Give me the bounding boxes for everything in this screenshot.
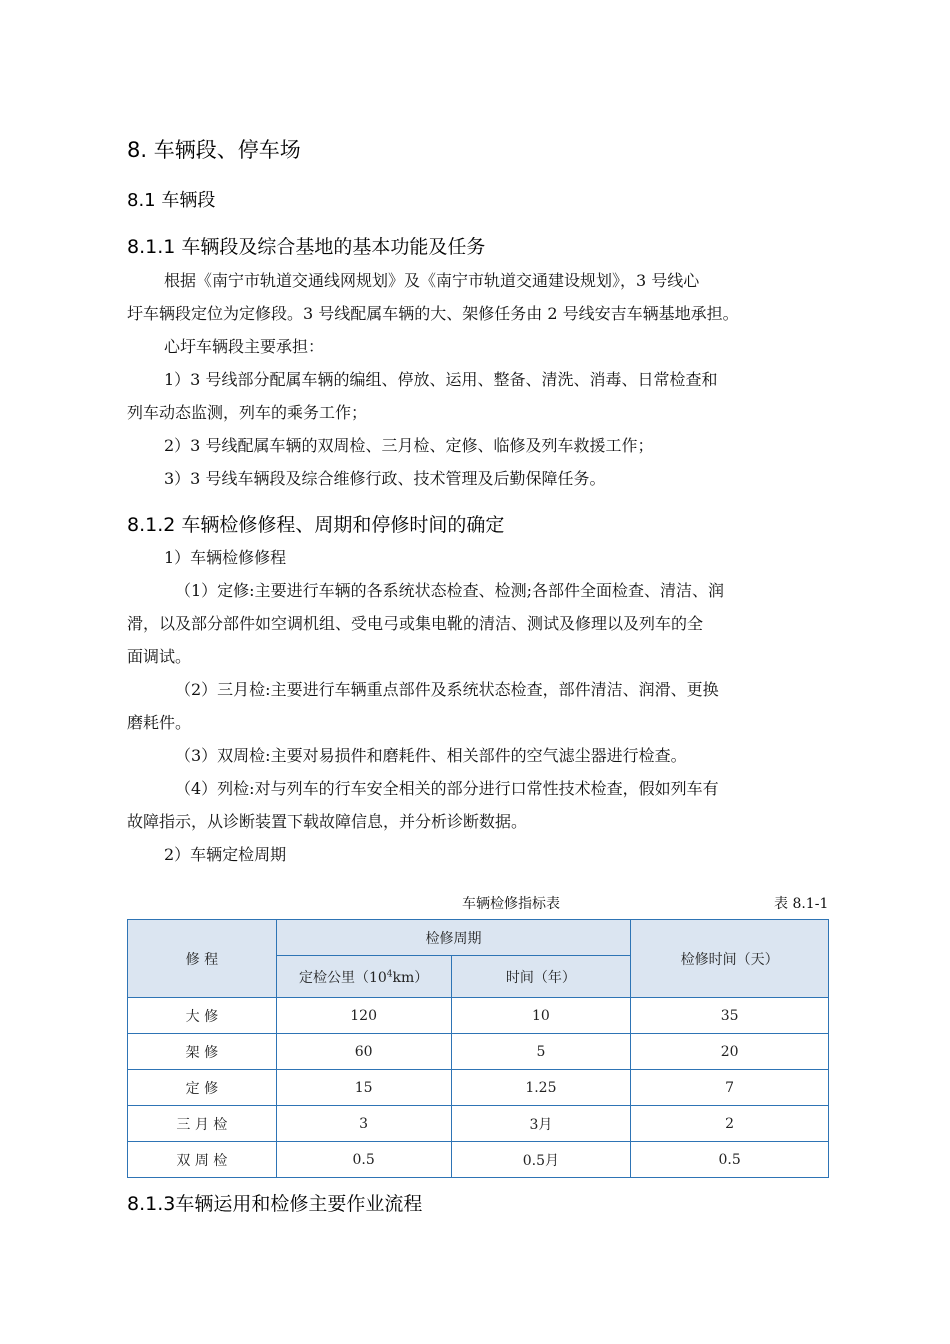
cell-km: 60 (276, 1034, 451, 1070)
list-item-continuation: 面调试。 (127, 647, 192, 666)
cell-days: 20 (631, 1034, 829, 1070)
header-km: 定检公里$(10^4km)$ (276, 956, 451, 998)
cell-days: 2 (631, 1106, 829, 1142)
cell-time: 10 (451, 998, 631, 1034)
cell-km: 15 (276, 1070, 451, 1106)
cell-time: 3月 (451, 1106, 631, 1142)
cell-km: 3 (276, 1106, 451, 1142)
cell-days: 35 (631, 998, 829, 1034)
cell-type: 架 修 (128, 1034, 277, 1070)
header-cycle: 检修周期 (276, 920, 631, 956)
section-heading-8-1-2: 8.1.2 车辆检修修程、周期和停修时间的确定 (127, 514, 505, 536)
list-item: （1）定修:主要进行车辆的各系统状态检查、检测;各部件全面检查、清洁、润 (175, 581, 724, 600)
table-row (128, 1070, 829, 1106)
paragraph-line: 心圩车辆段主要承担： (164, 337, 325, 356)
chapter-heading: 8. 车辆段、停车场 (127, 138, 301, 162)
cell-type: 大 修 (128, 998, 277, 1034)
section-heading-8-1-1: 8.1.1 车辆段及综合基地的基本功能及任务 (127, 236, 486, 258)
table-row (128, 998, 829, 1034)
cell-type: 定 修 (128, 1070, 277, 1106)
paragraph-line: 根据《南宁市轨道交通线网规划》及《南宁市轨道交通建设规划》，3 号线心 (164, 271, 700, 290)
table-row (128, 1034, 829, 1070)
table-row (128, 1142, 829, 1178)
cell-time: 1.25 (451, 1070, 631, 1106)
cell-days: 7 (631, 1070, 829, 1106)
list-item: （3）双周检:主要对易损件和磨耗件、相关部件的空气滤尘器进行检查。 (175, 746, 687, 765)
sub-heading: 1）车辆检修修程 (164, 548, 287, 567)
table-row (128, 1106, 829, 1142)
list-item: 1）3 号线部分配属车辆的编组、停放、运用、整备、清洗、消毒、日常检查和 (164, 370, 718, 389)
list-item: （4）列检:对与列车的行车安全相关的部分进行口常性技术检查，假如列车有 (175, 779, 719, 798)
paragraph-line: 圩车辆段定位为定修段。3 号线配属车辆的大、架修任务由 2 号线安吉车辆基地承担。 (127, 304, 739, 323)
cell-days: 0.5 (631, 1142, 829, 1178)
header-time: 时间（年） (451, 956, 631, 998)
section-heading-8-1-3: 8.1.3车辆运用和检修主要作业流程 (127, 1193, 423, 1215)
list-item: 3）3 号线车辆段及综合维修行政、技术管理及后勤保障任务。 (164, 469, 606, 488)
cell-type: 三 月 检 (128, 1106, 277, 1142)
list-item: 2）3 号线配属车辆的双周检、三月检、定修、临修及列车救援工作； (164, 436, 654, 455)
cell-time: 5 (451, 1034, 631, 1070)
maintenance-table (127, 919, 829, 1178)
list-item: （2）三月检:主要进行车辆重点部件及系统状态检查，部件清洁、润滑、更换 (175, 680, 719, 699)
header-type: 修 程 (128, 920, 277, 998)
cell-km: 0.5 (276, 1142, 451, 1178)
cell-km: 120 (276, 998, 451, 1034)
table-number: 表 8.1-1 (774, 896, 829, 912)
table-header-row (128, 920, 829, 956)
cell-type: 双 周 检 (128, 1142, 277, 1178)
list-item-continuation: 列车动态监测，列车的乘务工作； (127, 403, 368, 422)
list-item-continuation: 故障指示，从诊断装置下载故障信息，并分析诊断数据。 (127, 812, 528, 831)
table-title: 车辆检修指标表 (462, 896, 560, 912)
header-downtime: 检修时间（天） (631, 920, 829, 998)
cell-time: 0.5月 (451, 1142, 631, 1178)
list-item-continuation: 磨耗件。 (127, 713, 192, 732)
sub-heading: 2）车辆定检周期 (164, 845, 287, 864)
list-item-continuation: 滑，以及部分部件如空调机组、受电弓或集电靴的清洁、测试及修理以及列车的全 (127, 614, 704, 633)
section-heading-8-1: 8.1 车辆段 (127, 190, 216, 211)
